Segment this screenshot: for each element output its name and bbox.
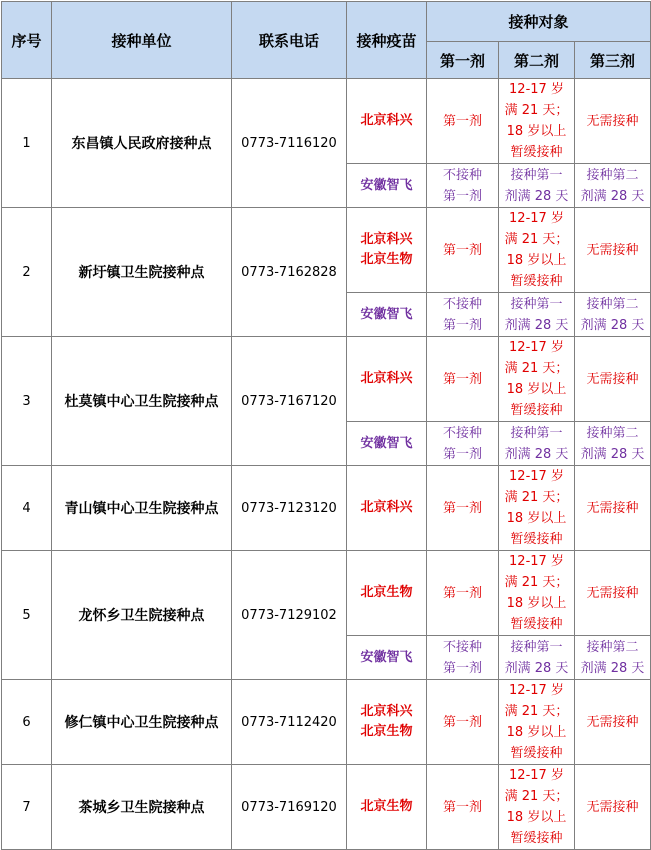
- site-phone: 0773-7167120: [232, 337, 347, 466]
- cell-line: 第一剂: [442, 188, 482, 204]
- cell-line: 无需接种: [586, 371, 639, 387]
- cell-line: 第一剂: [442, 585, 482, 601]
- dose3-requirement: [575, 208, 651, 293]
- cell-line: 安徽智飞: [360, 435, 413, 451]
- cell-line: 18 岁以上: [506, 253, 567, 268]
- cell-line: 无需接种: [586, 714, 639, 730]
- dose2-requirement: [499, 422, 575, 466]
- site-phone: 0773-7112420: [232, 680, 347, 765]
- cell-line: 12-17 岁: [509, 683, 564, 698]
- cell-line: 满 21 天；: [504, 704, 569, 719]
- cell-line: 北京生物: [360, 585, 413, 600]
- cell-line: 不接种: [442, 425, 482, 441]
- dose3-requirement: [575, 636, 651, 680]
- site-phone: 0773-7162828: [232, 208, 347, 337]
- dose2-requirement: [499, 551, 575, 636]
- site-name: 茶城乡卫生院接种点: [52, 765, 232, 850]
- table-row: [2, 466, 651, 551]
- cell-line: 接种第二: [586, 167, 639, 183]
- cell-line: 接种第二: [586, 639, 639, 655]
- dose1-requirement: [427, 636, 499, 680]
- cell-line: 剂满 28 天: [580, 188, 645, 204]
- cell-line: 无需接种: [586, 500, 639, 516]
- header-targets: 接种对象: [427, 2, 651, 42]
- cell-line: 18 岁以上: [506, 725, 567, 740]
- cell-line: 北京科兴: [360, 113, 413, 128]
- site-name: 龙怀乡卫生院接种点: [52, 551, 232, 680]
- dose3-requirement: [575, 79, 651, 164]
- dose1-requirement: [427, 79, 499, 164]
- dose3-requirement: [575, 680, 651, 765]
- cell-line: 剂满 28 天: [504, 317, 569, 333]
- cell-line: 北京科兴: [360, 704, 413, 719]
- site-phone: 0773-7169120: [232, 765, 347, 850]
- header-dose1: 第一剂: [427, 42, 499, 79]
- site-phone: 0773-7123120: [232, 466, 347, 551]
- vaccine-name: [347, 680, 427, 765]
- dose1-requirement: [427, 164, 499, 208]
- dose3-requirement: [575, 337, 651, 422]
- cell-line: 12-17 岁: [509, 768, 564, 783]
- cell-line: 满 21 天；: [504, 232, 569, 247]
- vaccine-name: [347, 208, 427, 293]
- dose2-requirement: [499, 337, 575, 422]
- cell-line: 剂满 28 天: [580, 660, 645, 676]
- table-row: [2, 680, 651, 765]
- cell-line: 剂满 28 天: [580, 446, 645, 462]
- cell-line: 12-17 岁: [509, 469, 564, 484]
- cell-line: 第一剂: [442, 113, 482, 129]
- cell-line: 安徽智飞: [360, 306, 413, 322]
- cell-line: 满 21 天；: [504, 575, 569, 590]
- cell-line: 暂缓接种: [510, 746, 563, 761]
- site-phone: 0773-7116120: [232, 79, 347, 208]
- cell-line: 暂缓接种: [510, 274, 563, 289]
- cell-line: 接种第一: [510, 639, 563, 655]
- row-index: 1: [2, 79, 52, 208]
- dose3-requirement: [575, 422, 651, 466]
- row-index: 3: [2, 337, 52, 466]
- cell-line: 第一剂: [442, 317, 482, 333]
- vaccine-name: [347, 636, 427, 680]
- site-name: 修仁镇中心卫生院接种点: [52, 680, 232, 765]
- cell-line: 接种第二: [586, 296, 639, 312]
- header-unit: 接种单位: [52, 2, 232, 79]
- table-body: [2, 79, 651, 850]
- dose2-requirement: [499, 636, 575, 680]
- site-phone: 0773-7129102: [232, 551, 347, 680]
- dose3-requirement: [575, 551, 651, 636]
- dose1-requirement: [427, 680, 499, 765]
- dose3-requirement: [575, 466, 651, 551]
- cell-line: 第一剂: [442, 371, 482, 387]
- dose1-requirement: [427, 337, 499, 422]
- cell-line: 12-17 岁: [509, 82, 564, 97]
- cell-line: 第一剂: [442, 242, 482, 258]
- cell-line: 第一剂: [442, 446, 482, 462]
- row-index: 7: [2, 765, 52, 850]
- cell-line: 剂满 28 天: [504, 446, 569, 462]
- dose1-requirement: [427, 422, 499, 466]
- cell-line: 北京科兴: [360, 500, 413, 515]
- cell-line: 暂缓接种: [510, 532, 563, 547]
- cell-line: 18 岁以上: [506, 124, 567, 139]
- table-row: [2, 79, 651, 164]
- site-name: 东昌镇人民政府接种点: [52, 79, 232, 208]
- vaccine-name: [347, 79, 427, 164]
- vaccine-name: [347, 551, 427, 636]
- dose1-requirement: [427, 466, 499, 551]
- site-name: 新圩镇卫生院接种点: [52, 208, 232, 337]
- cell-line: 满 21 天；: [504, 103, 569, 118]
- cell-line: 暂缓接种: [510, 617, 563, 632]
- cell-line: 无需接种: [586, 799, 639, 815]
- vaccine-name: [347, 422, 427, 466]
- dose2-requirement: [499, 208, 575, 293]
- cell-line: 第一剂: [442, 799, 482, 815]
- table-row: [2, 337, 651, 422]
- cell-line: 12-17 岁: [509, 340, 564, 355]
- cell-line: 暂缓接种: [510, 145, 563, 160]
- cell-line: 18 岁以上: [506, 382, 567, 397]
- cell-line: 接种第一: [510, 425, 563, 441]
- cell-line: 第一剂: [442, 500, 482, 516]
- cell-line: 接种第二: [586, 425, 639, 441]
- vaccine-name: [347, 466, 427, 551]
- cell-line: 满 21 天；: [504, 789, 569, 804]
- dose1-requirement: [427, 208, 499, 293]
- cell-line: 12-17 岁: [509, 554, 564, 569]
- vaccine-name: [347, 337, 427, 422]
- cell-line: 18 岁以上: [506, 810, 567, 825]
- dose1-requirement: [427, 551, 499, 636]
- site-name: 杜莫镇中心卫生院接种点: [52, 337, 232, 466]
- cell-line: 无需接种: [586, 242, 639, 258]
- site-name: 青山镇中心卫生院接种点: [52, 466, 232, 551]
- cell-line: 接种第一: [510, 296, 563, 312]
- header-dose2: 第二剂: [499, 42, 575, 79]
- cell-line: 不接种: [442, 167, 482, 183]
- header-vaccine: 接种疫苗: [347, 2, 427, 79]
- dose3-requirement: [575, 164, 651, 208]
- cell-line: 满 21 天；: [504, 361, 569, 376]
- header-index: 序号: [2, 2, 52, 79]
- cell-line: 剂满 28 天: [504, 188, 569, 204]
- cell-line: 剂满 28 天: [580, 317, 645, 333]
- cell-line: 安徽智飞: [360, 177, 413, 193]
- row-index: 6: [2, 680, 52, 765]
- vaccine-name: [347, 293, 427, 337]
- cell-line: 安徽智飞: [360, 649, 413, 665]
- header-dose3: 第三剂: [575, 42, 651, 79]
- dose2-requirement: [499, 680, 575, 765]
- vaccine-name: [347, 164, 427, 208]
- cell-line: 接种第一: [510, 167, 563, 183]
- cell-line: 满 21 天；: [504, 490, 569, 505]
- vaccination-sites-table: [1, 1, 651, 850]
- cell-line: 18 岁以上: [506, 596, 567, 611]
- row-index: 2: [2, 208, 52, 337]
- cell-line: 北京生物: [360, 252, 413, 267]
- cell-line: 第一剂: [442, 714, 482, 730]
- cell-line: 无需接种: [586, 585, 639, 601]
- dose2-requirement: [499, 466, 575, 551]
- cell-line: 无需接种: [586, 113, 639, 129]
- cell-line: 18 岁以上: [506, 511, 567, 526]
- cell-line: 北京生物: [360, 799, 413, 814]
- cell-line: 暂缓接种: [510, 403, 563, 418]
- dose2-requirement: [499, 293, 575, 337]
- dose2-requirement: [499, 164, 575, 208]
- dose3-requirement: [575, 293, 651, 337]
- cell-line: 北京科兴: [360, 232, 413, 247]
- cell-line: 第一剂: [442, 660, 482, 676]
- row-index: 4: [2, 466, 52, 551]
- cell-line: 不接种: [442, 639, 482, 655]
- dose2-requirement: [499, 79, 575, 164]
- row-index: 5: [2, 551, 52, 680]
- cell-line: 剂满 28 天: [504, 660, 569, 676]
- table-row: [2, 208, 651, 293]
- header-phone: 联系电话: [232, 2, 347, 79]
- cell-line: 北京科兴: [360, 371, 413, 386]
- cell-line: 不接种: [442, 296, 482, 312]
- cell-line: 12-17 岁: [509, 211, 564, 226]
- cell-line: 北京生物: [360, 724, 413, 739]
- dose1-requirement: [427, 293, 499, 337]
- cell-line: 暂缓接种: [510, 831, 563, 846]
- table-row: [2, 551, 651, 636]
